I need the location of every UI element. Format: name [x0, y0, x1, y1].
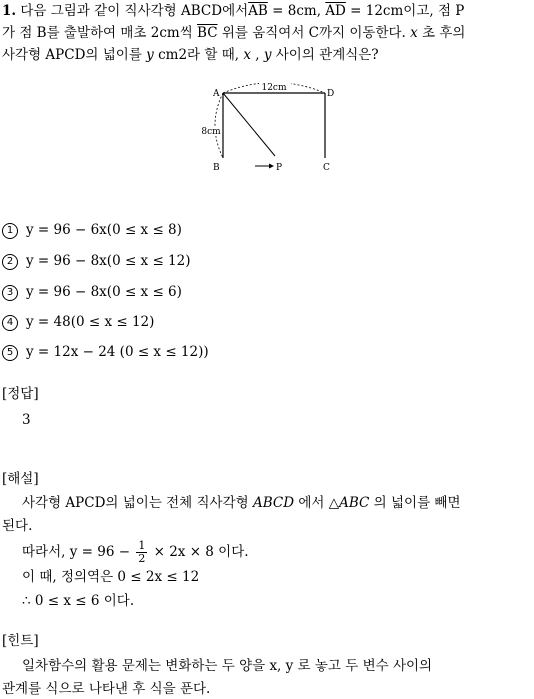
explanation-text: × 2x × 8 이다.: [149, 544, 249, 560]
option-5[interactable]: [2, 343, 209, 361]
length-label-ad: 12cm: [261, 83, 287, 93]
variable-x: x: [243, 47, 251, 63]
option-4[interactable]: [2, 313, 154, 331]
vertex-d-label: D: [327, 89, 335, 99]
question-text: 위를 움직여서 C까지 이동한다.: [217, 25, 406, 41]
rect-abcd: ABCD: [252, 495, 295, 511]
question-line-2: [2, 24, 465, 42]
answer-value: 3: [22, 412, 31, 428]
question-text: cm2라 할 때,: [153, 47, 244, 63]
explanation-line-5: ∴ 0 ≤ x ≤ 6 이다.: [22, 593, 135, 609]
question-text: ,: [250, 47, 264, 63]
variable-y: y: [146, 47, 154, 63]
fraction-numerator: 1: [138, 539, 146, 552]
variable-y: y: [263, 47, 272, 63]
hint-line-1: 일차함수의 활용 문제는 변화하는 두 양을 x, y 로 놓고 두 변수 사이의: [22, 658, 433, 674]
hint-heading: [힌트]: [2, 633, 39, 649]
question-line-1: [2, 2, 464, 20]
question-text: 초 후의: [417, 25, 466, 41]
vertex-a-label: A: [213, 89, 220, 99]
explanation-line-1: [22, 494, 460, 512]
dimension-arc-side: [215, 93, 223, 158]
option-text: y = 12x − 24 (0 ≤ x ≤ 12)): [26, 344, 209, 360]
explanation-line-2: 된다.: [2, 518, 33, 534]
option-3[interactable]: [2, 283, 182, 301]
option-text: y = 96 − 8x(0 ≤ x ≤ 12): [26, 253, 191, 269]
question-text: = 12cm이고, 점 P: [345, 3, 465, 19]
fraction-half: [136, 540, 147, 565]
option-number: 4: [2, 315, 18, 331]
option-text: y = 96 − 6x(0 ≤ x ≤ 8): [26, 222, 182, 238]
option-number: 2: [2, 254, 18, 270]
fraction-denominator: 2: [138, 552, 146, 565]
option-number: 1: [2, 223, 18, 239]
segment-ab: $\overline{AB}$: [248, 3, 268, 19]
option-text: y = 96 − 8x(0 ≤ x ≤ 6): [26, 284, 182, 300]
question-text: 사이의 관계식은?: [271, 47, 379, 63]
option-1[interactable]: [2, 221, 182, 239]
explanation-text: 사각형 APCD의 넓이는 전체 직사각형: [22, 495, 253, 511]
triangle-abc: ABC: [339, 495, 370, 511]
explanation-text: 따라서, y = 96 −: [22, 544, 135, 560]
question-text: 다음 그림과 같이 직사각형 ABCD에서: [20, 3, 249, 19]
answer-heading: [정답]: [2, 386, 39, 402]
rectangle-figure: [195, 78, 355, 178]
explanation-heading: [해설]: [2, 471, 39, 487]
hint-line-2: 관계를 식으로 나타낸 후 식을 푼다.: [2, 681, 211, 697]
length-label-ab: 8cm: [201, 127, 221, 137]
option-2[interactable]: [2, 252, 191, 270]
explanation-line-4: 이 때, 정의역은 0 ≤ 2x ≤ 12: [22, 569, 200, 585]
question-text: = 8cm,: [267, 3, 326, 19]
segment-ap: [223, 93, 275, 156]
arrow-head-icon: [269, 164, 274, 169]
option-text: y = 48(0 ≤ x ≤ 12): [26, 314, 155, 330]
option-number: 5: [2, 345, 18, 361]
vertex-c-label: C: [323, 163, 330, 173]
question-number: 1.: [2, 3, 17, 19]
segment-bc: $\overline{BC}$: [197, 25, 218, 41]
segment-ad: $\overline{AD}$: [325, 3, 346, 19]
explanation-text: 에서 △: [294, 495, 340, 511]
question-text: 가 점 B를 출발하여 매초 2cm씩: [2, 25, 198, 41]
question-line-3: [2, 46, 379, 64]
vertex-b-label: B: [213, 163, 220, 173]
question-text: 사각형 APCD의 넓이를: [2, 47, 147, 63]
explanation-line-3: [22, 538, 249, 566]
variable-x: x: [410, 25, 418, 41]
option-number: 3: [2, 285, 18, 301]
explanation-text: 의 넓이를 빼면: [369, 495, 461, 511]
point-p-label: P: [276, 163, 283, 173]
